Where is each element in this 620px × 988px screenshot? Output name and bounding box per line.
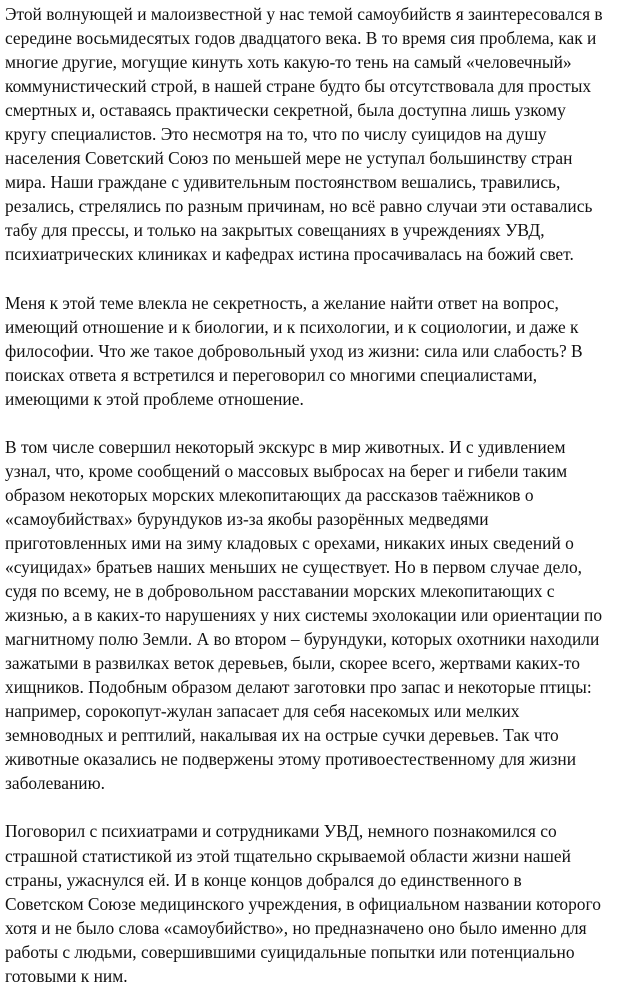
- text-line: мира. Наши граждане с удивительным постоянством вешались, травились,: [5, 172, 561, 193]
- text-line: хищников. Подобным образом делают заготовки про запас и некоторые птицы:: [5, 677, 592, 698]
- text-line: резались, стрелялись по разным причинам, но всё равно случаи эти оставались: [5, 196, 593, 217]
- text-line: смертных и, оставаясь практически секретной, была доступна лишь узкому: [5, 100, 566, 121]
- text-line: поисках ответа я встретился и переговорил со многими специалистами,: [5, 364, 538, 385]
- text-line: середине восьмидесятых годов двадцатого века. В то время сия проблема, как и: [5, 28, 597, 49]
- text-line: психиатрических клиниках и кафедрах истина просачивалась на божий свет.: [5, 244, 574, 265]
- text-line: «самоубийствах» бурундуков из-за якобы разорённых медведями: [5, 508, 489, 529]
- text-line: готовыми к ним.: [5, 965, 128, 986]
- text-line: образом некоторых морских млекопитающих да рассказов таёжников о: [5, 484, 534, 505]
- text-line: Этой волнующей и малоизвестной у нас темой самоубийств я заинтересовался в: [5, 4, 603, 24]
- text-line: зажатыми в развилках веток деревьев, были, скорее всего, жертвами каких-то: [5, 653, 580, 674]
- text-line: «суицидах» братьев наших меньших не существует. Но в первом случае дело,: [5, 556, 583, 577]
- text-line: земноводных и рептилий, накалывая их на острые сучки деревьев. Так что: [5, 725, 559, 746]
- text-line: животные оказались не подвержены этому противоестественному для жизни: [5, 749, 577, 770]
- text-line: Меня к этой теме влекла не секретность, а желание найти ответ на вопрос,: [5, 292, 559, 313]
- paragraph-1: [5, 2, 614, 267]
- text-line: узнал, что, кроме сообщений о массовых выбросах на берег и гибели таким: [5, 460, 568, 481]
- text-line: имеющий отношение и к биологии, и к психологии, и к социологии, и даже к: [5, 316, 579, 337]
- text-line: В том числе совершил некоторый экскурс в мир животных. И с удивлением: [5, 436, 566, 457]
- text-line: хотя и не было слова «самоубийство», но предназначено оно было именно для: [5, 917, 587, 938]
- paragraph-4: [5, 819, 614, 987]
- text-line: страны, ужаснулся ей. И в конце концов добрался до единственного в: [5, 869, 522, 890]
- text-line: Поговорил с психиатрами и сотрудниками УВД, немного познакомился со: [5, 821, 557, 842]
- paragraph-2: [5, 291, 614, 411]
- paragraph-3: [5, 435, 614, 796]
- text-line: имеющими к этой проблеме отношение.: [5, 388, 304, 409]
- text-line: заболеванию.: [5, 773, 105, 794]
- text-line: например, сорокопут-жулан запасает для себя насекомых или мелких: [5, 701, 520, 722]
- text-line: работы с людьми, совершившими суицидальные попытки или потенциально: [5, 941, 575, 962]
- text-line: страшной статистикой из этой тщательно скрываемой области жизни нашей: [5, 845, 571, 866]
- text-line: судя по всему, не в добровольном расставании морских млекопитающих с: [5, 581, 555, 602]
- text-line: коммунистический строй, в нашей стране будто бы отсутствовала для простых: [5, 76, 592, 97]
- text-line: приготовленных ими на зиму кладовых с орехами, никаких иных сведений о: [5, 532, 574, 553]
- text-line: кругу специалистов. Это несмотря на то, что по числу суицидов на душу: [5, 124, 547, 145]
- text-line: населения Советский Союз по меньшей мере не уступал большинству стран: [5, 148, 573, 169]
- text-line: магнитному полю Земли. А во втором – бурундуки, которых охотники находили: [5, 629, 600, 650]
- text-line: многие другие, могущие кинуть хоть какую-то тень на самый «человечный»: [5, 52, 572, 73]
- text-line: жизнью, а в каких-то нарушениях у них системы эхолокации или ориентации по: [5, 605, 603, 626]
- text-line: Советском Союзе медицинского учреждения, в официальном названии которого: [5, 893, 601, 914]
- text-line: табу для прессы, и только на закрытых совещаниях в учреждениях УВД,: [5, 220, 545, 241]
- text-line: философии. Что же такое добровольный уход из жизни: сила или слабость? В: [5, 340, 583, 361]
